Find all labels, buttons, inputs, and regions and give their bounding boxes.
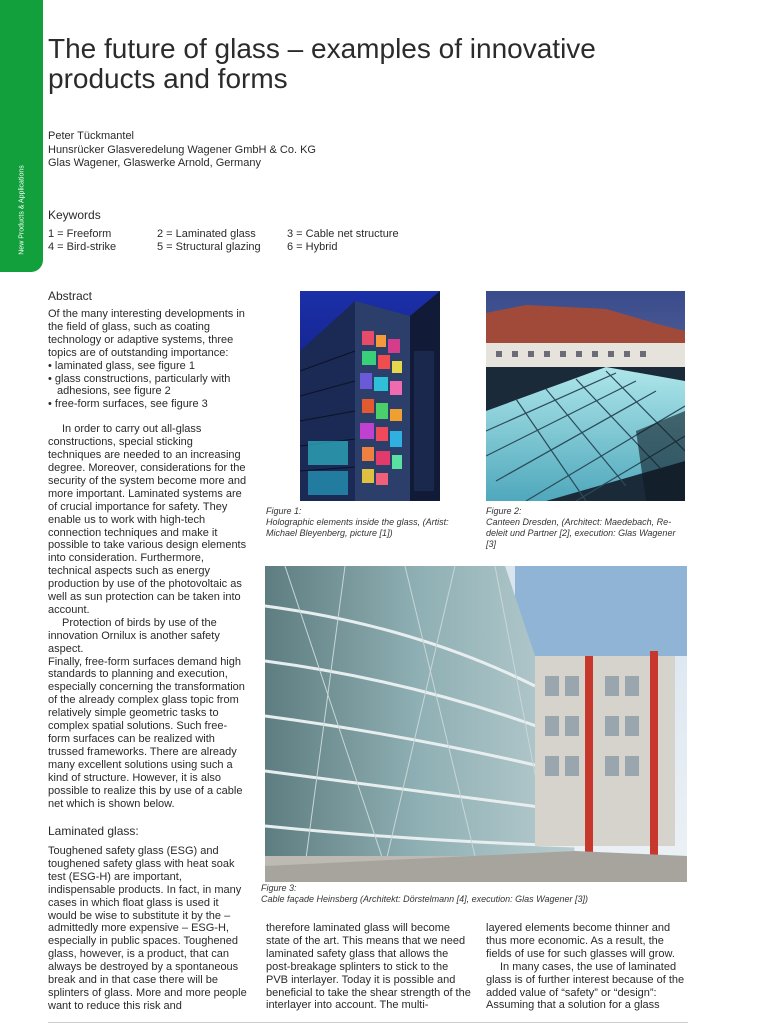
abstract-heading: Abstract (48, 289, 93, 303)
figure-label: Figure 3: (261, 883, 297, 893)
section-label: New Products & Applications (18, 165, 26, 255)
figure-2-photo (486, 291, 685, 501)
abstract-bullet: • laminated glass, see figure 1 (48, 359, 195, 372)
author-name: Peter Tückmantel (48, 130, 135, 142)
author-block (48, 130, 316, 171)
abstract-body (48, 308, 248, 810)
keyword-item: 6 = Hybrid (287, 241, 338, 253)
figure-caption-text: Holographic elements inside the glass, (Artist: Michael Bleyenberg, picture [1]) (266, 517, 449, 538)
laminated-heading: Laminated glass: (48, 824, 139, 838)
laminated-col-1 (48, 845, 248, 1013)
page-title: The future of glass – examples of innovative products and forms (48, 33, 596, 94)
abstract-bullet: • glass constructions, particularly with adhesions, see figure 2 (48, 372, 231, 398)
section-side-tab (0, 0, 43, 272)
abstract-paragraph: Protection of birds by use of the innovation Ornilux is another safety aspect. (48, 616, 220, 655)
abstract-paragraph: Finally, free-form surfaces demand high standards to planning and execution, especially concerning the transformation of the already complex glass topic from relatively simple geometric tasks to complex spatial solutions. Such free-form surfaces can be realized with trussed frameworks. There are already many excellent solutions using such a kind of structure. However, it is also possible to realize this by use of a cable net which is shown below. (48, 655, 245, 810)
figure-2-caption (486, 506, 686, 550)
abstract-paragraph: In order to carry out all-glass constructions, special sticking techniques are needed to an increasing degree. Moreover, considerations for the security of the system become more and more important. Laminated systems are of crucial importance for safety. They enable us to work with high-tech connection techniques and make it possible to take various design elements into consideration. Furthermore, technical aspects such as energy production by use of the photovoltaic as well as sun protection can be taken into account. (48, 423, 247, 616)
keyword-item: 2 = Laminated glass (157, 228, 256, 240)
abstract-intro: Of the many interesting developments in the field of glass, such as coating technology or adaptive systems, three topics are of outstanding importance: (48, 308, 245, 359)
keyword-item: 5 = Structural glazing (157, 241, 261, 253)
keyword-item: 3 = Cable net structure (287, 228, 399, 240)
figure-1-photo (300, 291, 440, 501)
figure-caption-text: Cable façade Heinsberg (Architekt: Dörstelmann [4], execution: Glas Wagener [3]) (261, 894, 588, 904)
laminated-paragraph: therefore laminated glass will become state of the art. This means that we need laminated safety glass that allows the post-breakage splinters to stick to the PVB interlayer. Today it is possible and beneficial to take the shear strength of the interlayer into account. The multi- (266, 922, 471, 1012)
bottom-rule (48, 1022, 688, 1023)
figure-label: Figure 2: (486, 506, 522, 516)
abstract-bullet: • free-form surfaces, see figure 3 (48, 398, 208, 411)
author-company: Hunsrücker Glasveredelung Wagener GmbH & Co. KG (48, 143, 316, 156)
keyword-item: 4 = Bird-strike (48, 241, 117, 253)
laminated-col-3 (486, 922, 686, 1012)
figure-3-photo (265, 566, 687, 882)
laminated-paragraph: layered elements become thinner and thus more economic. As a result, the fields of use for such glasses will grow. (486, 922, 675, 960)
figure-1-caption (266, 506, 476, 539)
keyword-item: 1 = Freeform (48, 228, 112, 240)
laminated-col-2 (266, 922, 471, 1012)
figure-3-caption (261, 883, 691, 905)
author-location: Glas Wagener, Glaswerke Arnold, Germany (48, 157, 261, 169)
laminated-paragraph: Toughened safety glass (ESG) and toughened safety glass with heat soak test (ESG-H) are important, indispensable products. In fact, in many cases in which float glass is used it would be wise to substitute it by the – admittedly more expensive – ESG-H, especially in public spaces. Toughened glass, however, is a product, that can always be destroyed by a spontaneous break and in that case there will be splinters of glass. More and more people want to reduce this risk and (48, 845, 247, 1012)
laminated-paragraph: In many cases, the use of laminated glass is of further interest because of the added value of “safety” or “design”: Assuming that a solution for a glass (486, 960, 685, 1012)
keywords-heading: Keywords (48, 208, 101, 222)
figure-caption-text: Canteen Dresden, (Architect: Maedebach, Re-deleit und Partner [2], execution: Glas Wagener [3] (486, 517, 676, 549)
figure-label: Figure 1: (266, 506, 302, 516)
